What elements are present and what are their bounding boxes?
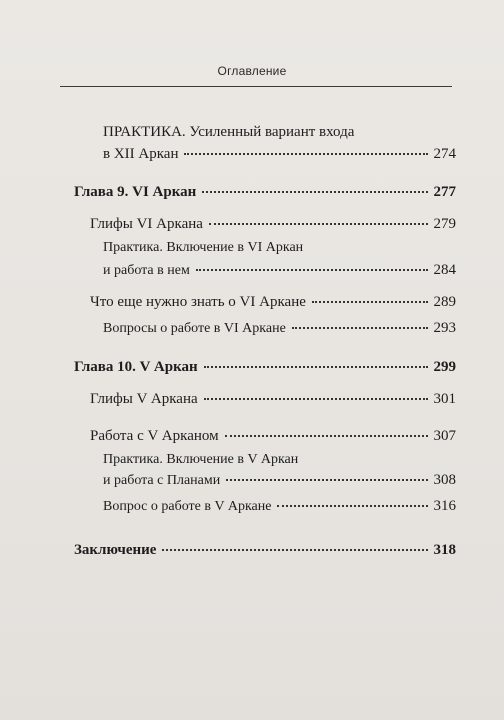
toc-practice-v-line2: и работа с Планами [103,473,221,488]
toc-entry-glyphs-vi [90,214,456,234]
section-title: Глифы V Аркана [90,391,198,407]
toc-entry-practice-xii [103,144,456,164]
page-number: 307 [433,428,456,444]
chapter-title: Заключение [74,542,157,558]
toc-entry-work-v [90,426,456,446]
toc-practice-vi-line2: и работа в нем [103,263,190,278]
leader-dots [202,190,427,193]
toc-entry-question-v [103,496,456,517]
page-number: 279 [433,216,456,232]
page-number: 308 [433,472,456,488]
toc-entry-chapter-9 [74,182,456,202]
page-number: 318 [433,542,456,558]
leader-dots [196,268,428,271]
section-title: Вопрос о работе в V Аркане [103,499,272,514]
page-number: 274 [433,146,456,162]
toc-practice-xii-line1: ПРАКТИКА. Усиленный вариант входа [103,124,355,140]
section-title: Глифы VI Аркана [90,216,203,232]
toc-practice-xii-line2: в XII Аркан [103,146,179,162]
page-number: 316 [433,498,456,514]
leader-dots [204,397,428,400]
toc-entry-chapter-10 [74,357,456,377]
section-title: Вопросы о работе в VI Аркане [103,321,286,336]
leader-dots [312,300,428,303]
leader-dots [226,478,427,481]
toc-entry-practice-vi [103,260,456,281]
leader-dots [292,326,428,329]
page-number: 277 [433,184,456,200]
page-number: 289 [433,294,456,310]
leader-dots [162,548,427,551]
toc-practice-vi-line1: Практика. Включение в VI Аркан [103,240,304,255]
page-header: Оглавление [217,64,287,78]
leader-dots [204,365,428,368]
toc-entry-conclusion [74,540,456,560]
toc-entry-questions-vi [103,318,456,339]
chapter-title: Глава 9. VI Аркан [74,184,197,200]
page-number: 284 [433,262,456,278]
section-title: Работа с V Арканом [90,428,219,444]
toc-practice-v-line1: Практика. Включение в V Аркан [103,452,299,467]
header-rule [60,86,452,87]
section-title: Что еще нужно знать о VI Аркане [90,294,306,310]
leader-dots [277,504,427,507]
leader-dots [225,434,428,437]
leader-dots [184,152,427,155]
page-number: 299 [433,359,456,375]
toc-entry-glyphs-v [90,389,456,409]
page-number: 293 [433,320,456,336]
page-number: 301 [433,391,456,407]
toc-entry-know-vi [90,292,456,312]
chapter-title: Глава 10. V Аркан [74,359,198,375]
leader-dots [209,222,428,225]
toc-entry-practice-v [103,470,456,491]
